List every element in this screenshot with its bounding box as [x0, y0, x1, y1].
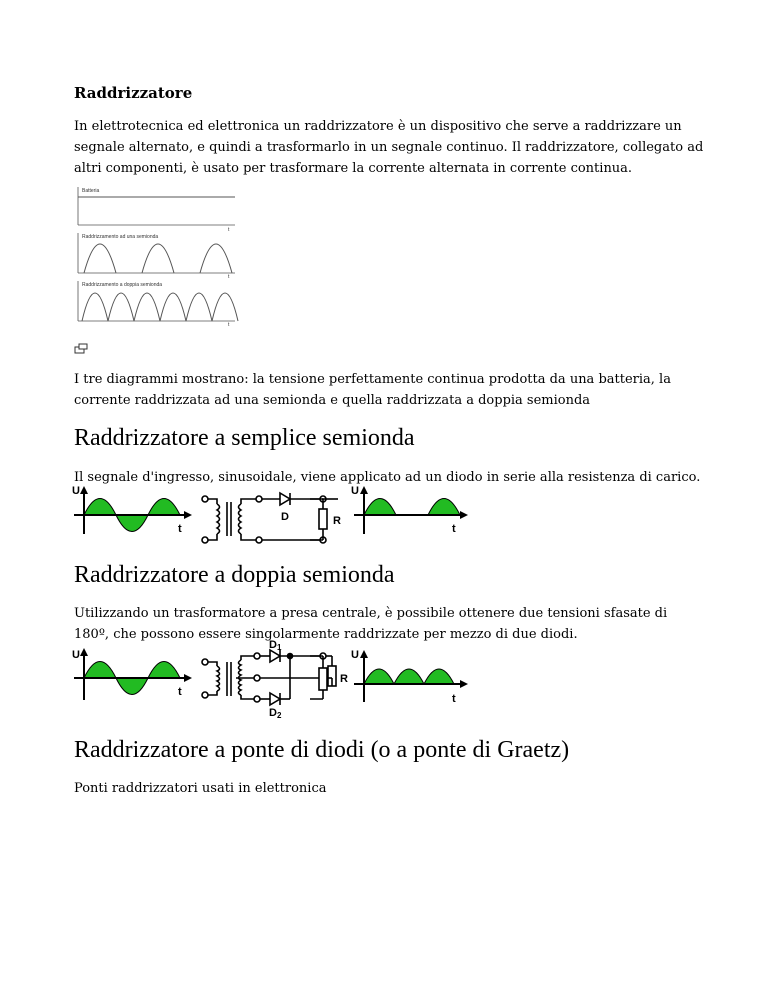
- section-heading-half-wave: Raddrizzatore a semplice semionda: [74, 425, 415, 451]
- full-wave-t-label: t: [228, 322, 230, 327]
- input-t-label: t: [178, 523, 182, 535]
- waveform-comparison-figure: [70, 185, 245, 327]
- transformer-symbol: [202, 496, 262, 543]
- output-t-label-2: t: [452, 693, 456, 705]
- input-u-label-2: U: [72, 649, 80, 661]
- half-wave-label: Raddrizzamento ad una semionda: [82, 234, 159, 240]
- section-text-bridge: Ponti raddrizzatori usati in elettronica: [74, 781, 327, 796]
- battery-plot: [78, 187, 235, 225]
- d2-label: D2: [269, 707, 282, 720]
- section-text-full-wave: Utilizzando un trasformatore a presa centrale, è possibile ottenere due tensioni sfasate di 180º, che possono essere singolarmente raddrizzate per mezzo di due diodi.: [74, 606, 668, 642]
- section-heading-full-wave: Raddrizzatore a doppia semionda: [74, 562, 395, 588]
- output-t-label: t: [452, 523, 456, 535]
- output-u-label: U: [351, 485, 359, 497]
- battery-label: Batteria: [82, 188, 100, 194]
- full-wave-label: Raddrizzamento a doppia semionda: [82, 282, 163, 288]
- doc-title: Raddrizzatore: [74, 84, 193, 102]
- input-u-label: U: [72, 485, 80, 497]
- load-resistor-box-2: [310, 640, 350, 720]
- half-wave-t-label: t: [228, 274, 230, 280]
- resistor-label: R: [333, 515, 341, 527]
- load-resistor-box: [310, 484, 350, 546]
- figure-caption: I tre diagrammi mostrano: la tensione perfettamente continua prodotta da una batteria, la corrente raddrizzata ad una semionda e quella raddrizzata a doppia semionda: [74, 372, 671, 408]
- diode-label: D: [281, 511, 289, 523]
- output-half-wave: [354, 486, 468, 534]
- input-sine-wave: [74, 486, 192, 534]
- output-full-wave: [354, 650, 468, 702]
- resistor-label-2: R: [340, 673, 348, 685]
- center-tap-transformer: [202, 653, 260, 702]
- enlarge-icon[interactable]: [74, 343, 88, 355]
- output-u-label-2: U: [351, 649, 359, 661]
- full-wave-circuit-diagram: [70, 640, 470, 720]
- battery-t-label: t: [228, 227, 230, 233]
- section-text-half-wave: Il segnale d'ingresso, sinusoidale, viene applicato ad un diodo in serie alla resistenza di carico.: [74, 470, 701, 485]
- d1-label: D1: [269, 640, 282, 652]
- section-heading-bridge: Raddrizzatore a ponte di diodi (o a ponte di Graetz): [74, 737, 570, 763]
- intro-paragraph: In elettrotecnica ed elettronica un raddrizzatore è un dispositivo che serve a raddrizzare un segnale alternato, e quindi a trasformarlo in un segnale continuo. Il raddrizzatore, collegato ad altri componenti, è usato per trasformare la corrente alternata in corrente continua.: [74, 119, 704, 176]
- half-wave-circuit-diagram: [70, 484, 470, 546]
- input-sine-wave-2: [74, 648, 192, 700]
- input-t-label-2: t: [178, 686, 182, 698]
